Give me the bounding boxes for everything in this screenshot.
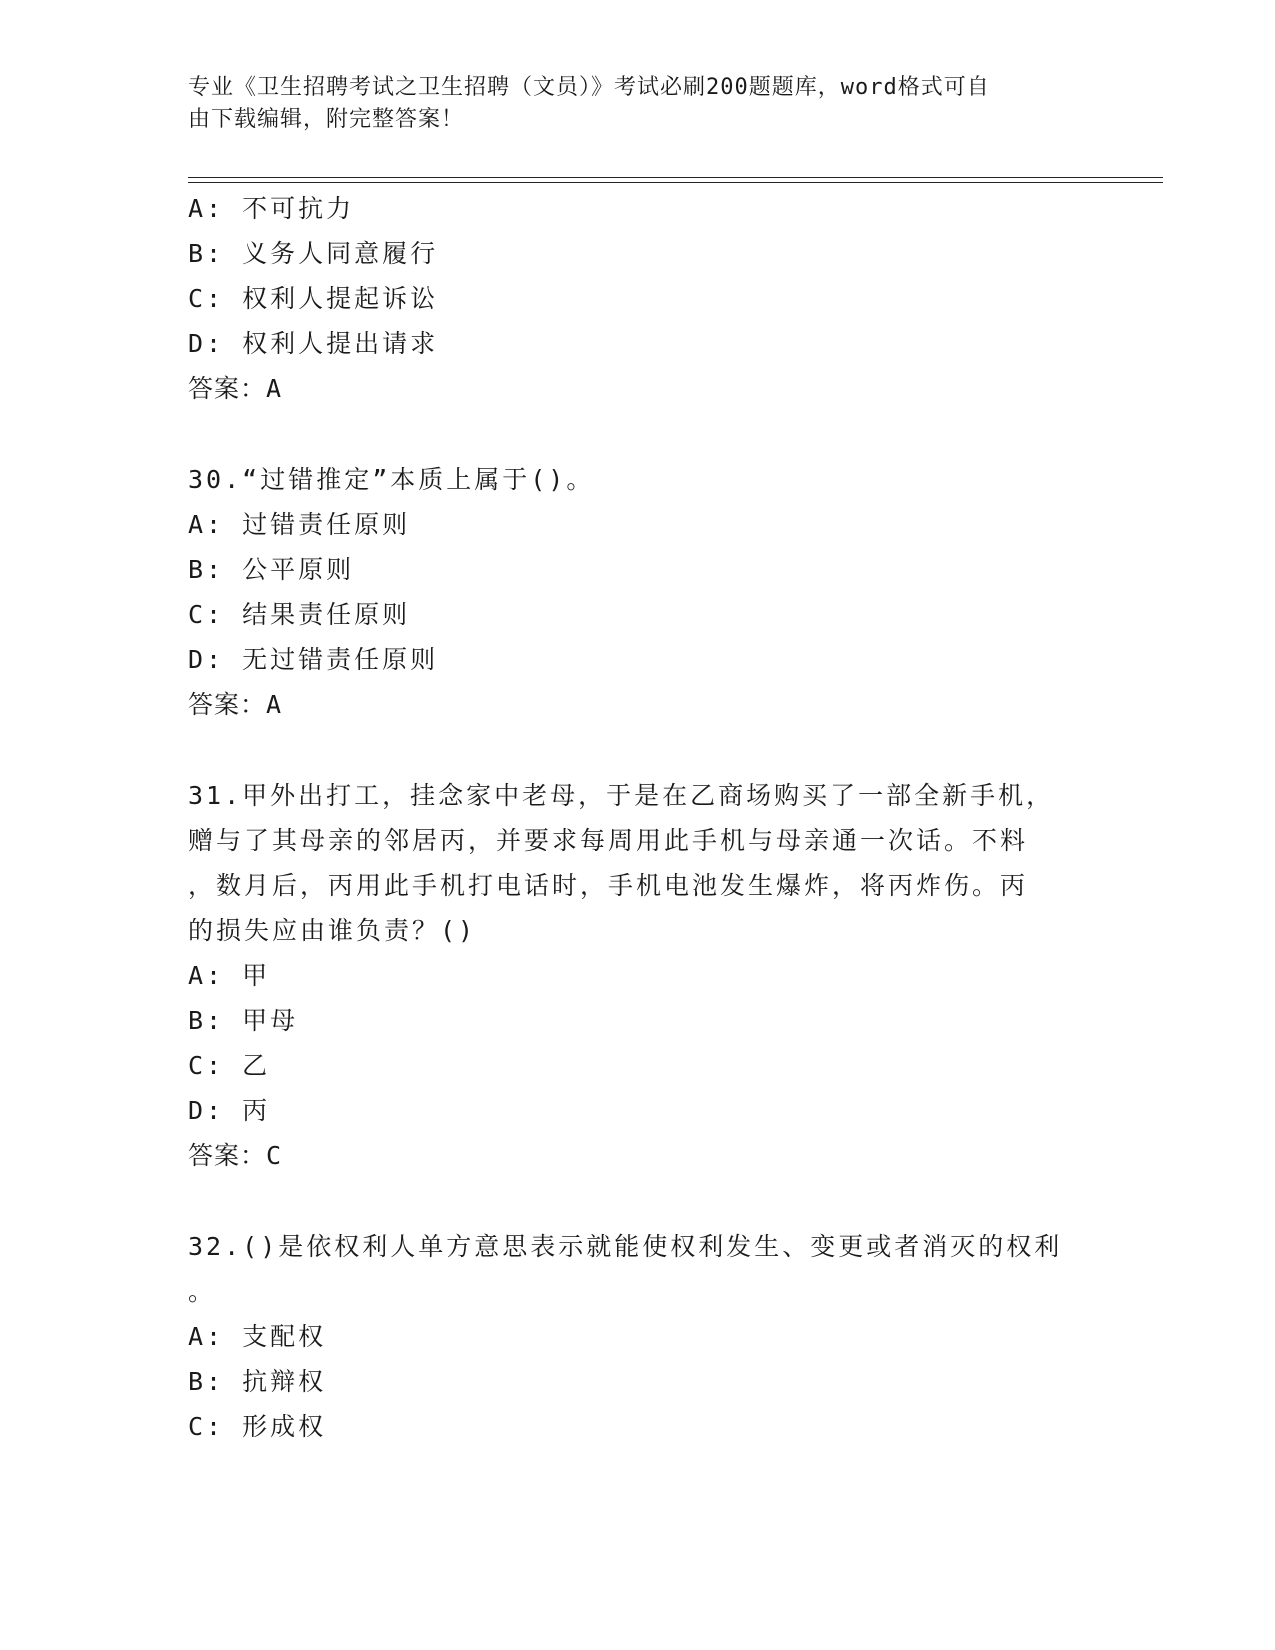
answer-value: A — [266, 690, 283, 719]
q29-option-d: D: 权利人提出请求 — [188, 329, 439, 358]
answer-label: 答案： — [188, 374, 267, 403]
header-divider-bottom — [188, 182, 1163, 183]
q32-stem-line-2: 。 — [188, 1277, 217, 1306]
q31-answer — [188, 1140, 282, 1172]
q31-option-c: C: 乙 — [188, 1051, 271, 1080]
q30-option-d: D: 无过错责任原则 — [188, 645, 439, 674]
answer-label: 答案： — [188, 1141, 267, 1170]
q32-option-c: C: 形成权 — [188, 1412, 327, 1441]
q31-stem-line-3: ，数月后，丙用此手机打电话时，手机电池发生爆炸，将丙炸伤。丙 — [188, 871, 1029, 900]
q30-answer — [188, 689, 282, 721]
q31-option-a: A: 甲 — [188, 961, 271, 990]
q29-option-c: C: 权利人提起诉讼 — [188, 284, 439, 313]
header-line-1: 专业《卫生招聘考试之卫生招聘（文员）》考试必刷200题题库，word格式可自 — [188, 75, 990, 100]
q31-stem-line-1: 31.甲外出打工，挂念家中老母，于是在乙商场购买了一部全新手机， — [188, 781, 1055, 810]
q30-option-c: C: 结果责任原则 — [188, 600, 411, 629]
q29-answer — [188, 373, 282, 405]
answer-value: A — [266, 374, 283, 403]
q30-option-a: A: 过错责任原则 — [188, 510, 411, 539]
q29-option-a: A: 不可抗力 — [188, 194, 355, 223]
q31-option-b: B: 甲母 — [188, 1006, 299, 1035]
q32-option-a: A: 支配权 — [188, 1322, 327, 1351]
header-divider-top — [188, 177, 1163, 178]
q31-option-d: D: 丙 — [188, 1096, 271, 1125]
q32-stem-line-1: 32.()是依权利人单方意思表示就能使权利发生、变更或者消灭的权利 — [188, 1232, 1063, 1261]
header-line-2: 由下载编辑，附完整答案！ — [188, 107, 465, 132]
answer-label: 答案： — [188, 690, 267, 719]
q30-option-b: B: 公平原则 — [188, 555, 355, 584]
q31-stem-line-2: 赠与了其母亲的邻居丙，并要求每周用此手机与母亲通一次话。不料 — [188, 826, 1029, 855]
q31-stem-line-4: 的损失应由谁负责？() — [188, 916, 477, 945]
q30-stem: 30.“过错推定”本质上属于()。 — [188, 465, 595, 494]
answer-value: C — [266, 1141, 283, 1170]
q29-option-b: B: 义务人同意履行 — [188, 239, 439, 268]
q32-option-b: B: 抗辩权 — [188, 1367, 327, 1396]
document-header — [188, 72, 1068, 136]
